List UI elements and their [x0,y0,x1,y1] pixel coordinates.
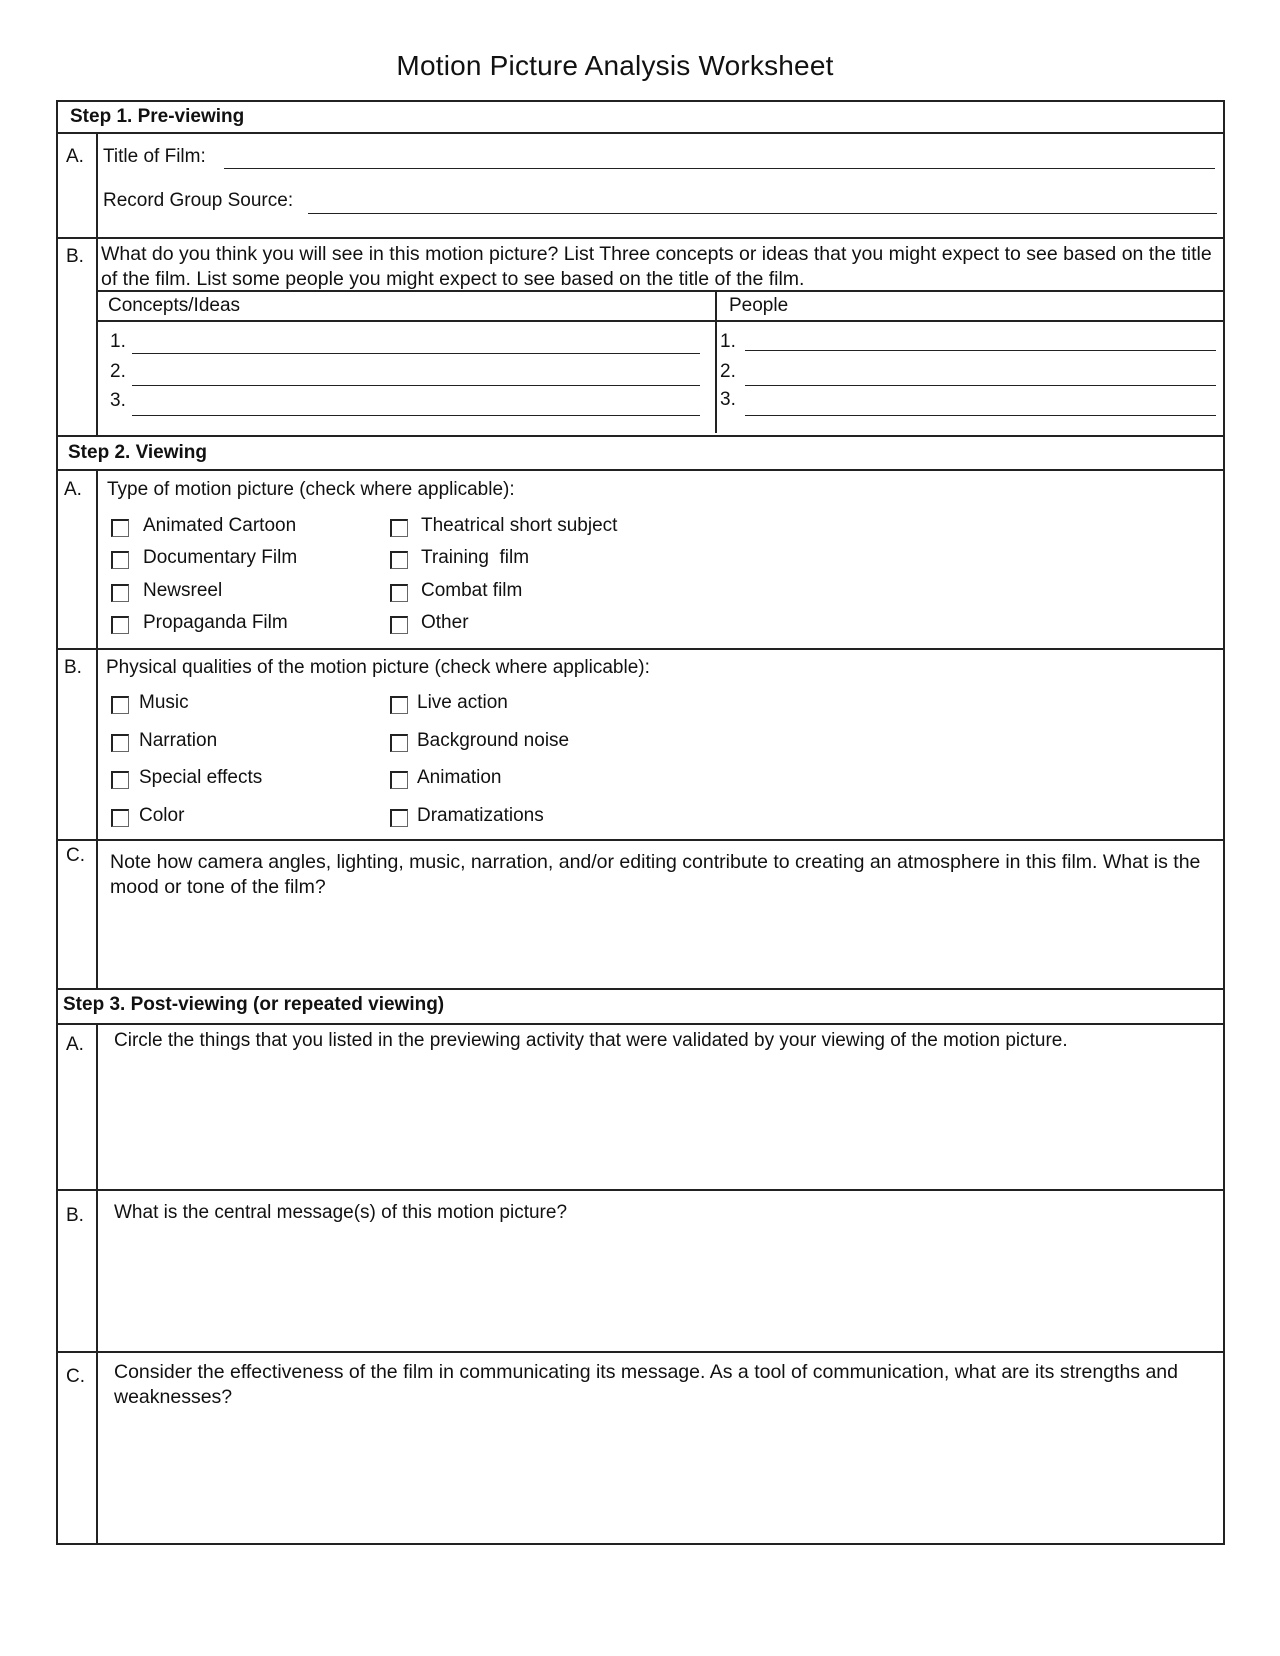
people-number: 2. [720,361,736,382]
column-divider [715,290,717,433]
combat-film-checkbox[interactable] [390,584,408,602]
divider [56,1189,1225,1191]
quality-option-label: Special effects [139,767,263,788]
people-number: 1. [720,331,736,352]
quality-option-label: Live action [417,692,508,713]
step2-label-column [96,470,98,989]
type-option-label: Propaganda Film [143,612,288,633]
concepts-header: Concepts/Ideas [108,295,241,316]
people-header: People [729,295,789,316]
divider [56,648,1225,650]
step3-c-prompt: Consider the effectiveness of the film in communicating its message. As a tool of communication, what are its strengths and weaknesses? [114,1361,1178,1408]
type-option-label: Newsreel [143,580,223,601]
type-option-label: Documentary Film [143,547,298,568]
live-action-checkbox[interactable] [390,696,408,714]
step1-label-column [96,133,98,436]
background-noise-checkbox[interactable] [390,734,408,752]
step3-c-label: C. [66,1366,85,1387]
title-of-film-field[interactable] [224,168,1215,169]
divider [56,839,1225,841]
step1-a-label: A. [66,146,84,167]
type-option-label: Theatrical short subject [421,515,618,536]
type-option-label: Combat film [421,580,523,601]
central-message-answer-area[interactable] [100,1232,1220,1347]
quality-option-label: Music [139,692,189,713]
step2-b-label: B. [64,657,82,678]
narration-checkbox[interactable] [111,734,129,752]
divider [56,1351,1225,1353]
quality-option-label: Color [139,805,185,826]
mood-answer-area[interactable] [100,905,1220,985]
step3-b-label: B. [66,1205,84,1226]
step2-a-label: A. [64,479,82,500]
other-checkbox[interactable] [390,616,408,634]
people-field-2[interactable] [745,385,1216,386]
step2-c-label: C. [66,845,85,866]
step3-a-prompt: Circle the things that you listed in the previewing activity that were validated by your viewing of the motion picture. [114,1030,1068,1051]
color-checkbox[interactable] [111,809,129,827]
people-field-1[interactable] [745,350,1216,351]
people-field-3[interactable] [745,415,1216,416]
record-group-label: Record Group Source: [103,190,294,211]
quality-option-label: Background noise [417,730,570,751]
step2-c-prompt: Note how camera angles, lighting, music, narration, and/or editing contribute to creating an atmosphere in this film. What is the mood or tone of the film? [110,851,1201,898]
validated-answer-area[interactable] [100,1060,1220,1185]
concept-number: 1. [110,331,126,352]
documentary-film-checkbox[interactable] [111,551,129,569]
step1-heading: Step 1. Pre-viewing [70,106,245,127]
concept-number: 3. [110,390,126,411]
training-film-checkbox[interactable] [390,551,408,569]
divider [56,988,1225,990]
step3-heading: Step 3. Post-viewing (or repeated viewing) [63,994,445,1015]
quality-option-label: Narration [139,730,218,751]
special-effects-checkbox[interactable] [111,771,129,789]
title-of-film-label: Title of Film: [103,146,206,167]
type-option-label: Animated Cartoon [143,515,297,536]
step3-b-prompt: What is the central message(s) of this motion picture? [114,1202,568,1223]
divider [56,435,1225,437]
animation-checkbox[interactable] [390,771,408,789]
divider [56,1023,1225,1025]
concept-field-3[interactable] [132,415,700,416]
divider [96,320,1225,322]
record-group-field[interactable] [308,213,1217,214]
dramatizations-checkbox[interactable] [390,809,408,827]
quality-option-label: Dramatizations [417,805,544,826]
propaganda-film-checkbox[interactable] [111,616,129,634]
step2-a-prompt: Type of motion picture (check where applicable): [107,479,515,500]
divider [56,237,1225,239]
step2-heading: Step 2. Viewing [68,442,208,463]
step2-b-prompt: Physical qualities of the motion picture (check where applicable): [106,657,650,678]
divider [56,132,1225,134]
step3-a-label: A. [66,1034,84,1055]
step1-b-label: B. [66,246,84,267]
music-checkbox[interactable] [111,696,129,714]
divider [96,290,1225,292]
animated-cartoon-checkbox[interactable] [111,519,129,537]
quality-option-label: Animation [417,767,502,788]
effectiveness-answer-area[interactable] [100,1415,1220,1540]
divider [56,469,1225,471]
type-option-label: Other [421,612,469,633]
people-number: 3. [720,389,736,410]
concept-field-1[interactable] [132,353,700,354]
type-option-label: Training film [421,547,530,568]
page-title: Motion Picture Analysis Worksheet [396,50,834,81]
step3-label-column [96,1024,98,1544]
newsreel-checkbox[interactable] [111,584,129,602]
step1-b-question: What do you think you will see in this motion picture? List Three concepts or ideas that you might expect to see based on the title of the film. List some people you might expect to see based on the title of the film. [101,243,1212,290]
concept-field-2[interactable] [132,385,700,386]
concept-number: 2. [110,361,126,382]
theatrical-short-subject-checkbox[interactable] [390,519,408,537]
